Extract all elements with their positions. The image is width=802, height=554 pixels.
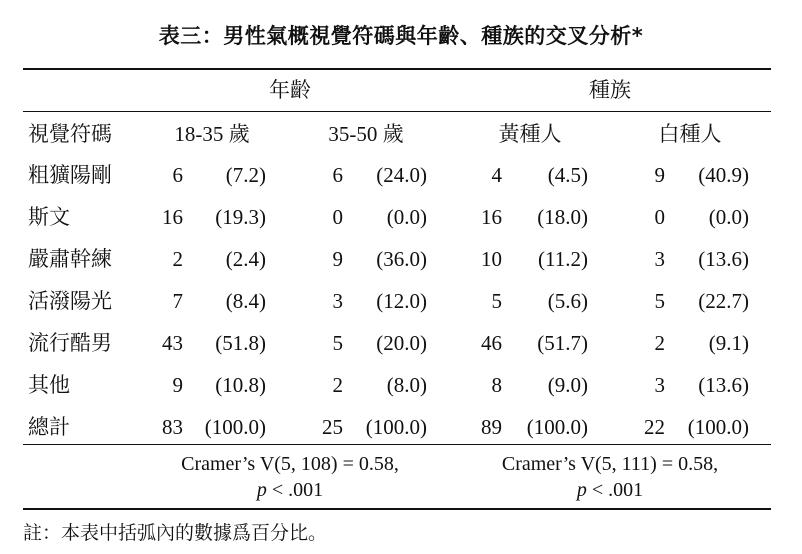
group-header-rule (23, 111, 771, 112)
percent-cell: (0.0) (386, 205, 427, 229)
count-cell: 7 (172, 289, 183, 313)
row-label: 其他 (28, 373, 70, 397)
race-cramers-v: Cramer’s V(5, 111) = 0.58, (501, 453, 719, 475)
percent-cell: (13.6) (698, 373, 749, 397)
row-label: 總計 (28, 415, 70, 439)
count-cell: 3 (332, 289, 343, 313)
age-group-header: 年齡 (269, 78, 311, 102)
percent-cell: (2.4) (225, 247, 266, 271)
percent-cell: (12.0) (376, 289, 427, 313)
count-cell: 16 (481, 205, 502, 229)
percent-cell: (100.0) (687, 415, 749, 439)
row-label: 活潑陽光 (28, 289, 112, 313)
percent-cell: (40.9) (698, 163, 749, 187)
percent-cell: (24.0) (376, 163, 427, 187)
count-cell: 3 (654, 373, 665, 397)
count-cell: 46 (481, 331, 502, 355)
col-header-yellow: 黃種人 (498, 122, 562, 146)
count-cell: 22 (644, 415, 665, 439)
table-title: 表三：男性氣概視覺符碼與年齡、種族的交叉分析* (158, 24, 644, 48)
count-cell: 25 (322, 415, 343, 439)
count-cell: 89 (481, 415, 502, 439)
row-label: 嚴肅幹練 (28, 247, 112, 271)
table-note: 註：本表中括弧內的數據爲百分比。 (23, 522, 328, 544)
percent-cell: (18.0) (537, 205, 588, 229)
count-cell: 5 (654, 289, 665, 313)
count-cell: 6 (172, 163, 183, 187)
age-p-value: p < .001 (256, 479, 324, 501)
percent-cell: (36.0) (376, 247, 427, 271)
percent-cell: (5.6) (547, 289, 588, 313)
count-cell: 2 (654, 331, 665, 355)
percent-cell: (20.0) (376, 331, 427, 355)
age-cramers-v: Cramer’s V(5, 108) = 0.58, (181, 453, 399, 475)
count-cell: 9 (654, 163, 665, 187)
stats-rule (23, 444, 771, 445)
percent-cell: (100.0) (365, 415, 427, 439)
percent-cell: (8.0) (386, 373, 427, 397)
percent-cell: (51.7) (537, 331, 588, 355)
row-label: 斯文 (28, 205, 70, 229)
count-cell: 43 (162, 331, 183, 355)
percent-cell: (22.7) (698, 289, 749, 313)
percent-cell: (4.5) (547, 163, 588, 187)
top-rule (23, 68, 771, 70)
count-cell: 0 (654, 205, 665, 229)
count-cell: 83 (162, 415, 183, 439)
percent-cell: (7.2) (225, 163, 266, 187)
count-cell: 0 (332, 205, 343, 229)
percent-cell: (100.0) (204, 415, 266, 439)
count-cell: 2 (172, 247, 183, 271)
count-cell: 10 (481, 247, 502, 271)
row-label: 粗獷陽剛 (28, 163, 112, 187)
col-header-white: 白種人 (658, 122, 722, 146)
count-cell: 2 (332, 373, 343, 397)
percent-cell: (10.8) (215, 373, 266, 397)
percent-cell: (8.4) (225, 289, 266, 313)
percent-cell: (51.8) (215, 331, 266, 355)
count-cell: 16 (162, 205, 183, 229)
count-cell: 9 (172, 373, 183, 397)
percent-cell: (19.3) (215, 205, 266, 229)
count-cell: 6 (332, 163, 343, 187)
count-cell: 4 (491, 163, 502, 187)
race-p-value: p < .001 (576, 479, 644, 501)
count-cell: 3 (654, 247, 665, 271)
race-group-header: 種族 (589, 78, 631, 102)
percent-cell: (9.1) (708, 331, 749, 355)
percent-cell: (100.0) (526, 415, 588, 439)
bottom-rule (23, 508, 771, 510)
count-cell: 9 (332, 247, 343, 271)
percent-cell: (11.2) (538, 247, 588, 271)
count-cell: 8 (491, 373, 502, 397)
count-cell: 5 (332, 331, 343, 355)
percent-cell: (13.6) (698, 247, 749, 271)
col-header-age-35-50: 35-50 歲 (328, 122, 404, 146)
percent-cell: (9.0) (547, 373, 588, 397)
count-cell: 5 (491, 289, 502, 313)
percent-cell: (0.0) (708, 205, 749, 229)
row-label-header: 視覺符碼 (28, 122, 112, 146)
row-label: 流行酷男 (28, 331, 112, 355)
col-header-age-18-35: 18-35 歲 (174, 122, 250, 146)
